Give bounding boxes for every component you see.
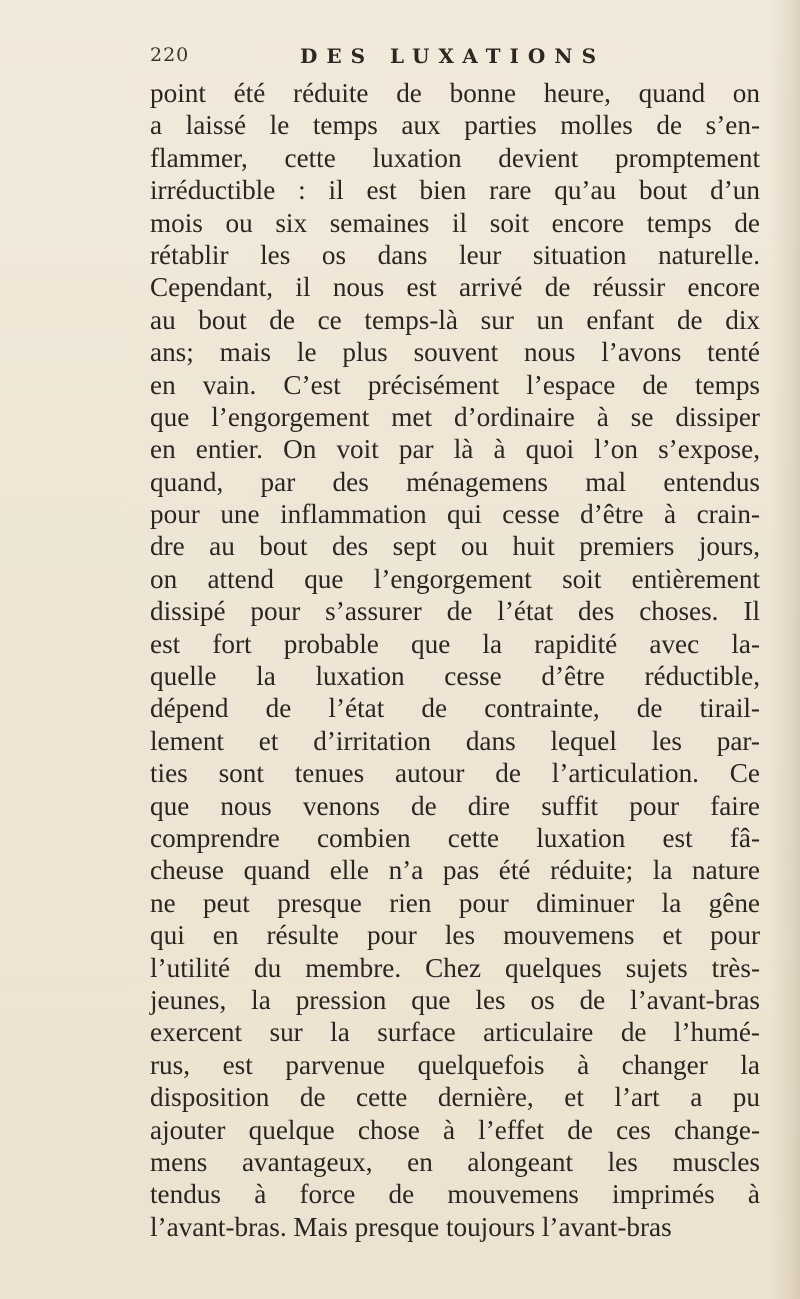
- text-line: au bout de ce temps-là sur un enfant de dix: [150, 304, 760, 335]
- text-line: irréductible : il est bien rare qu’au bout d’un: [150, 175, 760, 206]
- text-line: en entier. On voit par là à quoi l’on s’expose,: [150, 434, 760, 465]
- text-line: est fort probable que la rapidité avec la-: [150, 628, 760, 659]
- text-line: pour une inflammation qui cesse d’être à crain-: [150, 499, 760, 530]
- text-line: dre au bout des sept ou huit premiers jours,: [150, 531, 760, 562]
- text-line: tendus à force de mouvemens imprimés à: [150, 1179, 760, 1210]
- text-line: ajouter quelque chose à l’effet de ces change-: [150, 1114, 760, 1145]
- running-title: DES LUXATIONS: [300, 44, 606, 68]
- text-line: rus, est parvenue quelquefois à changer la: [150, 1049, 760, 1080]
- text-line: exercent sur la surface articulaire de l’humé-: [150, 1017, 760, 1048]
- text-line: qui en résulte pour les mouvemens et pour: [150, 920, 760, 951]
- text-line: que nous venons de dire suffit pour faire: [150, 790, 760, 821]
- text-line: ties sont tenues autour de l’articulation. Ce: [150, 758, 760, 789]
- text-line: point été réduite de bonne heure, quand on: [150, 78, 760, 108]
- text-line: flammer, cette luxation devient promptement: [150, 142, 760, 173]
- text-line: jeunes, la pression que les os de l’avant-bras: [150, 984, 760, 1015]
- text-line: lement et d’irritation dans lequel les par-: [150, 725, 760, 756]
- text-line: Cependant, il nous est arrivé de réussir encore: [150, 272, 760, 303]
- text-line: comprendre combien cette luxation est fâ-: [150, 822, 760, 853]
- text-line: l’avant-bras. Mais presque toujours l’avant-bras: [150, 1211, 672, 1242]
- body-text: [150, 77, 760, 1243]
- page-number: 220: [150, 44, 190, 66]
- text-line: a laissé le temps aux parties molles de s’en-: [150, 110, 760, 141]
- text-line: l’utilité du membre. Chez quelques sujets très-: [150, 952, 760, 983]
- text-line: mens avantageux, en alongeant les muscles: [150, 1146, 760, 1177]
- text-line: cheuse quand elle n’a pas été réduite; la nature: [150, 855, 760, 886]
- text-line: on attend que l’engorgement soit entièrement: [150, 563, 760, 594]
- text-line: ne peut presque rien pour diminuer la gêne: [150, 887, 760, 918]
- text-line: que l’engorgement met d’ordinaire à se dissiper: [150, 401, 760, 432]
- text-line: en vain. C’est précisément l’espace de temps: [150, 369, 760, 400]
- text-line: disposition de cette dernière, et l’art a pu: [150, 1082, 760, 1113]
- text-line: ans; mais le plus souvent nous l’avons tenté: [150, 337, 760, 368]
- text-line: quelle la luxation cesse d’être réductible,: [150, 661, 760, 692]
- text-line: quand, par des ménagemens mal entendus: [150, 466, 760, 497]
- page-header: [150, 44, 710, 78]
- text-line: dissipé pour s’assurer de l’état des choses. Il: [150, 596, 760, 627]
- text-line: dépend de l’état de contrainte, de tirail-: [150, 693, 760, 724]
- text-line: mois ou six semaines il soit encore temps de: [150, 207, 760, 238]
- text-line: rétablir les os dans leur situation naturelle.: [150, 239, 760, 270]
